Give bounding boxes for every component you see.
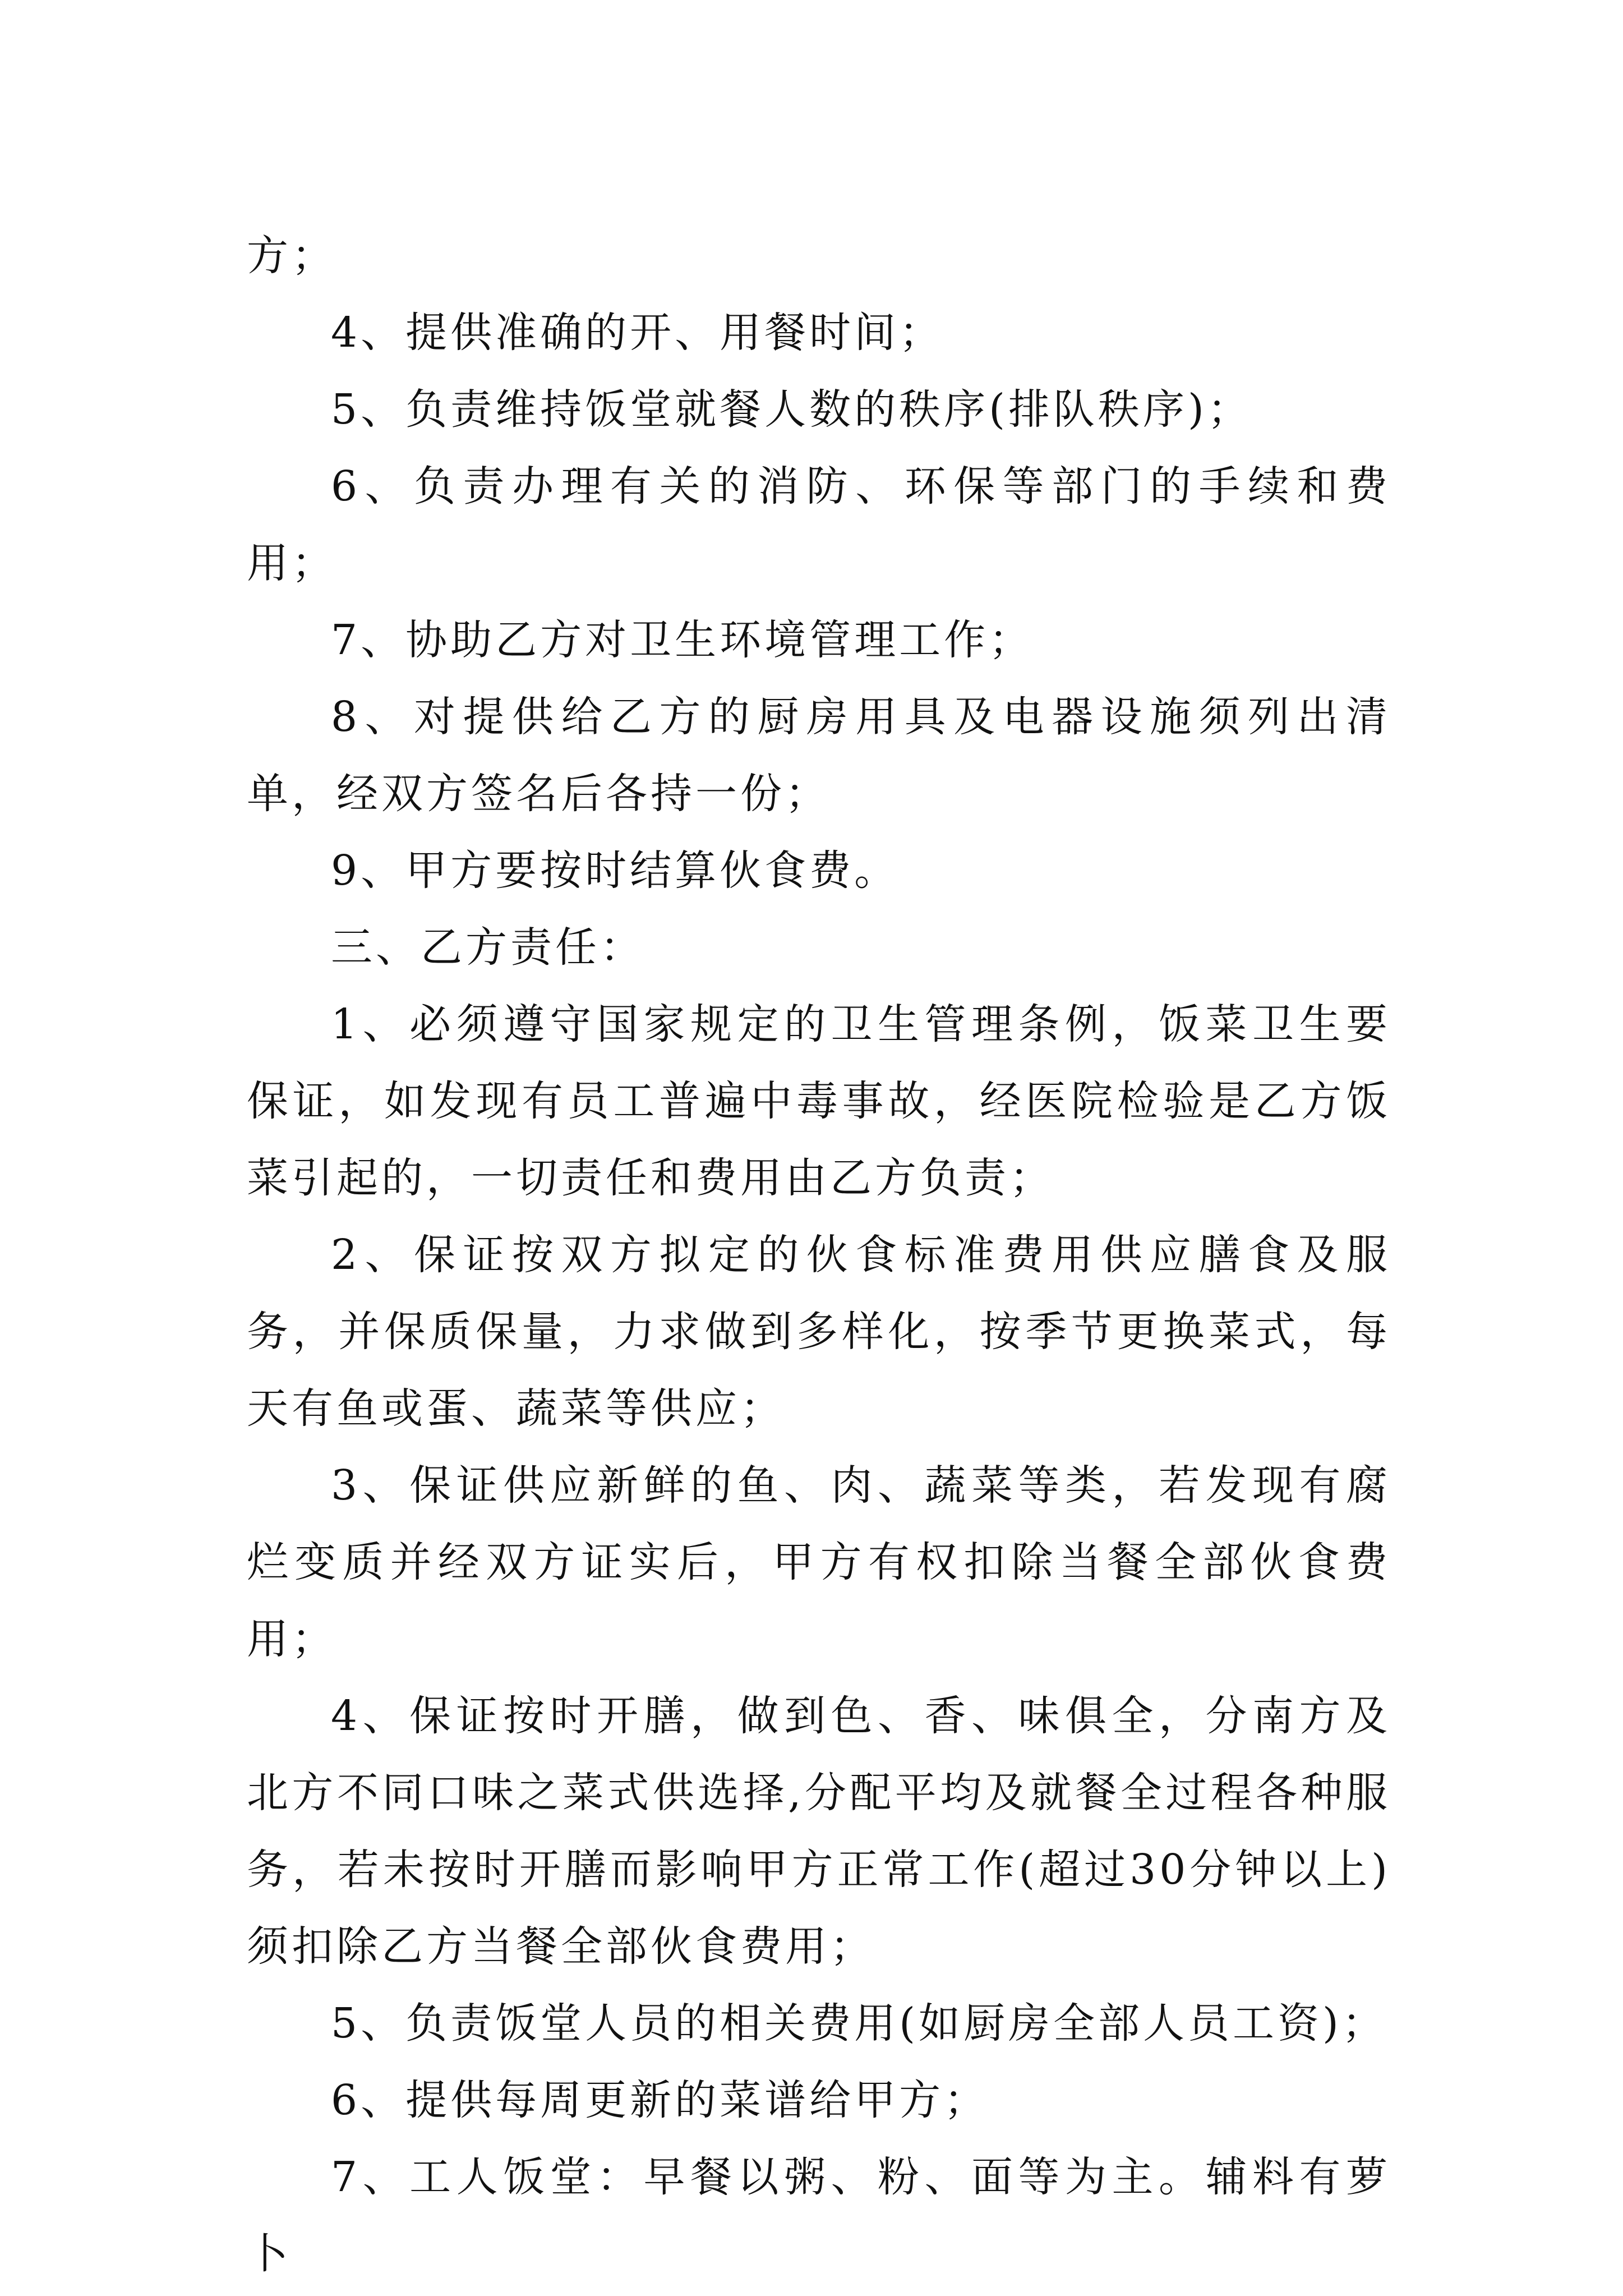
section-heading-party-b-duties: 三、乙方责任： [331,923,645,972]
paragraph-item-7-hygiene-assist: 7、协助乙方对卫生环境管理工作； [331,616,1034,664]
paragraph-b-item-7-worker-canteen: 7、工人饭堂：早餐以粥、粉、面等为主。辅料有萝卜 [247,2153,1391,2278]
paragraph-b-item-1-hygiene: 1、必须遵守国家规定的卫生管理条例，饭菜卫生要保证，如发现有员工普遍中毒事故，经医院检验是乙方饭菜引起的，一切责任和费用由乙方负责； [247,1000,1391,1202]
paragraph-b-item-6-weekly-menu: 6、提供每周更新的菜谱给甲方； [331,2076,989,2124]
paragraph-item-8-equipment-list: 8、对提供给乙方的厨房用具及电器设施须列出清单，经双方签名后各持一份； [247,693,1391,818]
paragraph-item-9-settlement: 9、甲方要按时结算伙食费。 [331,846,900,895]
paragraph-b-item-3-fresh-supply: 3、保证供应新鲜的鱼、肉、蔬菜等类，若发现有腐烂变质并经双方证实后，甲方有权扣除当餐全部伙食费用； [247,1461,1391,1663]
paragraph-b-item-4-on-time: 4、保证按时开膳，做到色、香、味俱全，分南方及北方不同口味之菜式供选择,分配平均及就餐全过程各种服务，若未按时开膳而影响甲方正常工作(超过30分钟以上)须扣除乙方当餐全部伙食费用； [247,1692,1391,1971]
paragraph-continuation: 方； [247,232,336,280]
paragraph-item-6-permits: 6、负责办理有关的消防、环保等部门的手续和费用； [247,462,1391,587]
paragraph-b-item-2-meal-standard: 2、保证按双方拟定的伙食标准费用供应膳食及服务，并保质保量，力求做到多样化，按季节更换菜式，每天有鱼或蛋、蔬菜等供应； [247,1231,1391,1433]
paragraph-item-5-queue-order: 5、负责维持饭堂就餐人数的秩序(排队秩序)； [331,385,1252,434]
paragraph-item-4-meal-time: 4、提供准确的开、用餐时间； [331,309,944,357]
document-body [247,218,1391,2293]
paragraph-b-item-5-staff-costs: 5、负责饭堂人员的相关费用(如厨房全部人员工资)； [331,1999,1387,2047]
